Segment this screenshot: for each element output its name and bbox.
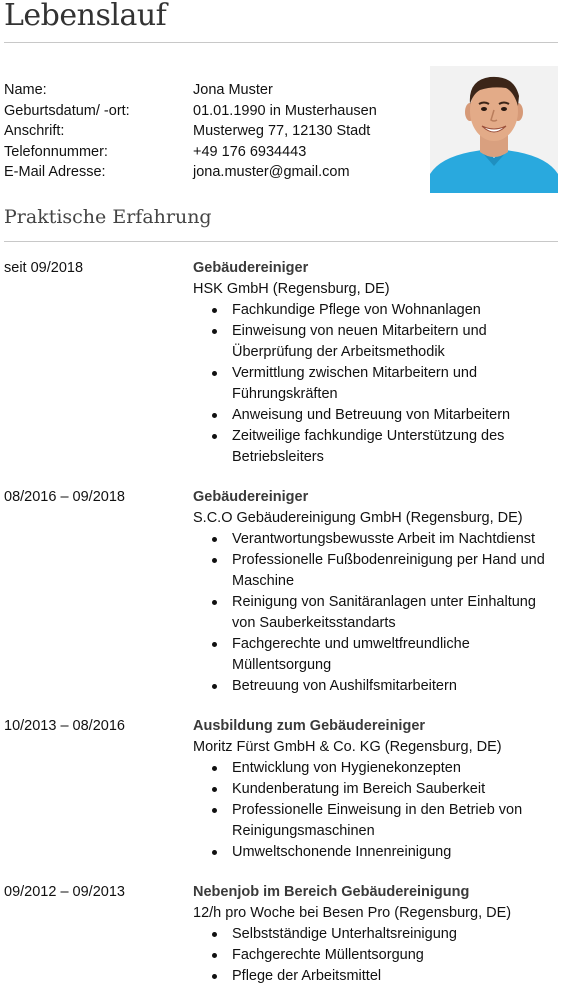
profile-photo <box>430 66 558 193</box>
phone-label: Telefonnummer: <box>4 143 108 160</box>
name-value: Jona Muster <box>193 82 273 98</box>
task-item: Betreuung von Aushilfsmitarbeitern <box>193 676 559 697</box>
page-title: Lebenslauf <box>4 0 167 33</box>
task-item: Vermittlung zwischen Mitarbeitern und Führungskräften <box>193 363 559 405</box>
job-title: Gebäudereiniger <box>193 260 309 276</box>
personal-row-address <box>4 121 424 142</box>
job-company: S.C.O Gebäudereinigung GmbH (Regensburg, DE) <box>193 510 523 526</box>
job-company: Moritz Fürst GmbH & Co. KG (Regensburg, DE) <box>193 739 502 755</box>
task-item: Einweisung von neuen Mitarbeitern und Überprüfung der Arbeitsmethodik <box>193 321 559 363</box>
address-label: Anschrift: <box>4 123 65 139</box>
job-tasks <box>193 300 559 468</box>
phone-value: +49 176 6934443 <box>193 143 307 160</box>
job-date: 09/2012 – 09/2013 <box>4 884 125 900</box>
job-details <box>193 882 559 987</box>
task-item: Fachgerechte und umweltfreundliche Müllentsorgung <box>193 634 559 676</box>
job-entry <box>4 258 559 468</box>
job-date: 08/2016 – 09/2018 <box>4 489 125 505</box>
personal-info <box>4 80 424 183</box>
section-title-experience: Praktische Erfahrung <box>4 206 212 228</box>
task-item: Verantwortungsbewusste Arbeit im Nachtdienst <box>193 529 559 550</box>
task-item: Reinigung von Sanitäranlagen unter Einhaltung von Sauberkeitsstandarts <box>193 592 559 634</box>
portrait-icon <box>430 66 558 193</box>
task-item: Fachgerechte Müllentsorgung <box>193 945 559 966</box>
name-label: Name: <box>4 82 47 98</box>
job-details <box>193 716 559 863</box>
birth-value: 01.01.1990 in Musterhausen <box>193 102 377 119</box>
task-item: Umweltschonende Innenreinigung <box>193 842 559 863</box>
job-title: Gebäudereiniger <box>193 489 309 505</box>
task-item: Selbstständige Unterhaltsreinigung <box>193 924 559 945</box>
job-details <box>193 487 559 697</box>
task-item: Kundenberatung im Bereich Sauberkeit <box>193 779 559 800</box>
task-item: Pflege der Arbeitsmittel <box>193 966 559 987</box>
job-details <box>193 258 559 468</box>
email-label: E-Mail Adresse: <box>4 164 106 180</box>
job-tasks <box>193 924 559 987</box>
personal-row-name <box>4 80 424 101</box>
birth-label: Geburtsdatum/ -ort: <box>4 102 130 119</box>
job-title: Ausbildung zum Gebäudereiniger <box>193 718 426 734</box>
job-company: HSK GmbH (Regensburg, DE) <box>193 281 390 297</box>
section-divider <box>4 241 558 242</box>
experience-list <box>4 258 559 1006</box>
address-value: Musterweg 77, 12130 Stadt <box>193 123 371 139</box>
email-value: jona.muster@gmail.com <box>193 164 350 180</box>
job-date: seit 09/2018 <box>4 260 84 276</box>
job-tasks <box>193 758 559 863</box>
task-item: Zeitweilige fachkundige Unterstützung des Betriebsleiters <box>193 426 559 468</box>
personal-row-phone <box>4 142 424 163</box>
task-item: Anweisung und Betreuung von Mitarbeitern <box>193 405 559 426</box>
personal-row-birth <box>4 101 424 122</box>
job-entry <box>4 487 559 697</box>
task-item: Professionelle Fußbodenreinigung per Hand und Maschine <box>193 550 559 592</box>
job-tasks <box>193 529 559 697</box>
job-entry <box>4 882 559 987</box>
job-company: 12/h pro Woche bei Besen Pro (Regensburg, DE) <box>193 905 512 921</box>
job-entry <box>4 716 559 863</box>
personal-row-email <box>4 162 424 183</box>
task-item: Entwicklung von Hygienekonzepten <box>193 758 559 779</box>
task-item: Professionelle Einweisung in den Betrieb von Reinigungsmaschinen <box>193 800 559 842</box>
job-date: 10/2013 – 08/2016 <box>4 718 125 734</box>
title-divider <box>4 42 558 43</box>
task-item: Fachkundige Pflege von Wohnanlagen <box>193 300 559 321</box>
job-title: Nebenjob im Bereich Gebäudereinigung <box>193 884 470 900</box>
